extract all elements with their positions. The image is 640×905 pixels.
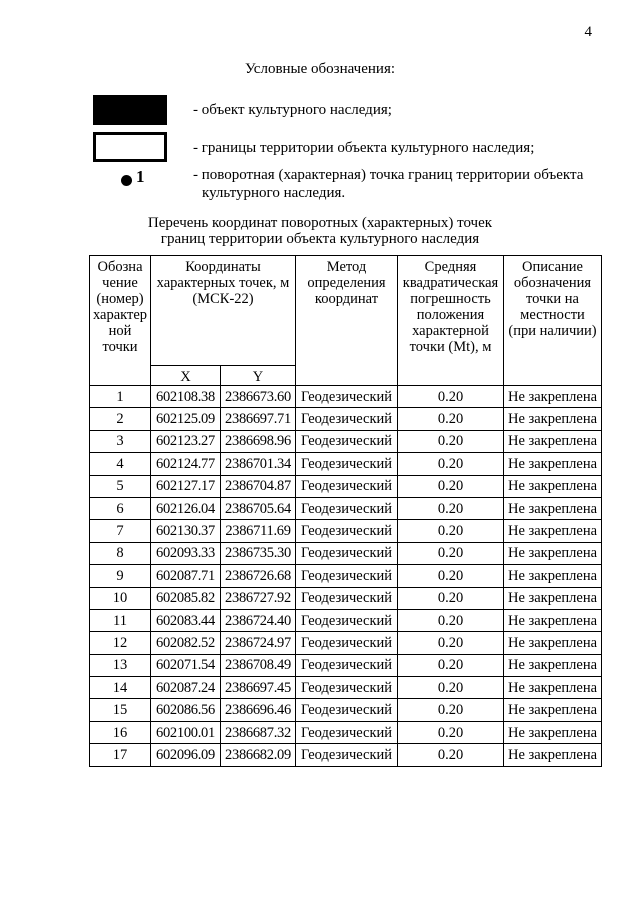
header-line: Описание [522, 259, 583, 275]
cell-y: 2386724.40 [221, 609, 296, 631]
cell-method: Геодезический [296, 386, 398, 408]
cell-number: 11 [90, 609, 151, 631]
header-line: местности [520, 307, 585, 323]
cell-description: Не закреплена [504, 744, 602, 766]
cell-method: Геодезический [296, 565, 398, 587]
cell-error: 0.20 [398, 632, 504, 654]
cell-number: 12 [90, 632, 151, 654]
cell-x: 602123.27 [151, 430, 221, 452]
header-x: X [151, 366, 221, 386]
cell-error: 0.20 [398, 453, 504, 475]
cell-method: Геодезический [296, 744, 398, 766]
cell-method: Геодезический [296, 453, 398, 475]
cell-number: 4 [90, 453, 151, 475]
cell-x: 602100.01 [151, 721, 221, 743]
page-number: 4 [584, 24, 592, 40]
cell-method: Геодезический [296, 430, 398, 452]
header-line: Координаты [185, 259, 261, 275]
cell-description: Не закреплена [504, 475, 602, 497]
cell-description: Не закреплена [504, 609, 602, 631]
cell-x: 602085.82 [151, 587, 221, 609]
cell-x: 602108.38 [151, 386, 221, 408]
cell-description: Не закреплена [504, 386, 602, 408]
header-line: (номер) [96, 291, 144, 307]
cell-x: 602126.04 [151, 497, 221, 519]
cell-error: 0.20 [398, 408, 504, 430]
cell-number: 17 [90, 744, 151, 766]
table-header-row [90, 256, 602, 366]
cell-x: 602124.77 [151, 453, 221, 475]
header-line: точки на [526, 291, 579, 307]
cell-method: Геодезический [296, 497, 398, 519]
header-error [398, 256, 504, 386]
cell-y: 2386735.30 [221, 542, 296, 564]
table-row [90, 475, 602, 497]
cell-number: 14 [90, 677, 151, 699]
cell-description: Не закреплена [504, 721, 602, 743]
cell-error: 0.20 [398, 542, 504, 564]
table-row [90, 408, 602, 430]
header-line: (при наличии) [508, 323, 597, 339]
table-body [90, 386, 602, 767]
cell-y: 2386705.64 [221, 497, 296, 519]
cell-x: 602127.17 [151, 475, 221, 497]
cell-number: 13 [90, 654, 151, 676]
table-row [90, 386, 602, 408]
cell-error: 0.20 [398, 699, 504, 721]
cell-method: Геодезический [296, 542, 398, 564]
legend-text-line: культурного наследия. [202, 185, 346, 201]
legend-item-cultural-object [93, 95, 613, 127]
legend-text [193, 166, 613, 202]
cell-number: 9 [90, 565, 151, 587]
cell-number: 2 [90, 408, 151, 430]
header-line: точки [102, 339, 138, 355]
cell-y: 2386697.45 [221, 677, 296, 699]
cell-error: 0.20 [398, 677, 504, 699]
table-row [90, 565, 602, 587]
table-row [90, 632, 602, 654]
legend-text: - объект культурного наследия; [193, 102, 392, 118]
header-number [90, 256, 151, 386]
header-line: определения [307, 275, 386, 291]
cell-error: 0.20 [398, 475, 504, 497]
cell-method: Геодезический [296, 632, 398, 654]
cell-x: 602083.44 [151, 609, 221, 631]
header-y: Y [221, 366, 296, 386]
table-row [90, 677, 602, 699]
table-row [90, 453, 602, 475]
header-line: характерной [412, 323, 489, 339]
cell-description: Не закреплена [504, 565, 602, 587]
header-line: Обозна [97, 259, 143, 275]
header-line: чение [102, 275, 138, 291]
cell-description: Не закреплена [504, 677, 602, 699]
cell-y: 2386726.68 [221, 565, 296, 587]
cell-error: 0.20 [398, 520, 504, 542]
cell-y: 2386724.97 [221, 632, 296, 654]
header-line: Метод [326, 259, 367, 275]
cell-number: 3 [90, 430, 151, 452]
cell-x: 602096.09 [151, 744, 221, 766]
coordinates-table [89, 255, 602, 767]
cell-method: Геодезический [296, 609, 398, 631]
cell-x: 602071.54 [151, 654, 221, 676]
cell-method: Геодезический [296, 677, 398, 699]
cell-x: 602082.52 [151, 632, 221, 654]
table-title-line: Перечень координат поворотных (характерных) точек [147, 215, 493, 231]
cell-number: 7 [90, 520, 151, 542]
point-dot-icon [121, 175, 132, 186]
cell-y: 2386708.49 [221, 654, 296, 676]
table-row [90, 587, 602, 609]
header-line: квадратическая [402, 275, 499, 291]
header-line: погрешность [410, 291, 491, 307]
cell-description: Не закреплена [504, 408, 602, 430]
table-row [90, 744, 602, 766]
cell-number: 10 [90, 587, 151, 609]
point-marker-label: 1 [136, 167, 145, 186]
cell-method: Геодезический [296, 654, 398, 676]
cell-description: Не закреплена [504, 632, 602, 654]
cell-y: 2386701.34 [221, 453, 296, 475]
table-title [0, 215, 640, 247]
cell-y: 2386704.87 [221, 475, 296, 497]
cell-y: 2386727.92 [221, 587, 296, 609]
cell-method: Геодезический [296, 475, 398, 497]
header-line: (МСК-22) [192, 291, 254, 307]
point-marker-icon [121, 168, 145, 186]
cell-description: Не закреплена [504, 542, 602, 564]
cell-method: Геодезический [296, 699, 398, 721]
cell-x: 602087.71 [151, 565, 221, 587]
cell-x: 602093.33 [151, 542, 221, 564]
header-method [296, 256, 398, 386]
cell-y: 2386711.69 [221, 520, 296, 542]
cell-y: 2386687.32 [221, 721, 296, 743]
cell-number: 16 [90, 721, 151, 743]
legend-title: Условные обозначения: [244, 61, 396, 77]
cell-error: 0.20 [398, 721, 504, 743]
legend-text: - границы территории объекта культурного наследия; [193, 140, 535, 156]
cell-x: 602086.56 [151, 699, 221, 721]
header-line: Средняя [424, 259, 477, 275]
cell-error: 0.20 [398, 497, 504, 519]
legend-item-territory-boundary [93, 132, 613, 164]
cell-y: 2386697.71 [221, 408, 296, 430]
cell-number: 1 [90, 386, 151, 408]
cell-number: 15 [90, 699, 151, 721]
cell-error: 0.20 [398, 587, 504, 609]
cell-error: 0.20 [398, 654, 504, 676]
cell-x: 602125.09 [151, 408, 221, 430]
cell-method: Геодезический [296, 721, 398, 743]
header-line: характер [92, 307, 148, 323]
header-coordinates [151, 256, 296, 366]
table-row [90, 497, 602, 519]
cell-y: 2386673.60 [221, 386, 296, 408]
cell-description: Не закреплена [504, 587, 602, 609]
header-line: обозначения [513, 275, 592, 291]
cell-error: 0.20 [398, 565, 504, 587]
cell-y: 2386698.96 [221, 430, 296, 452]
table-row [90, 520, 602, 542]
cell-x: 602130.37 [151, 520, 221, 542]
header-line: точки (Mt), м [409, 339, 492, 355]
cell-error: 0.20 [398, 430, 504, 452]
legend-item-turning-point [93, 164, 613, 204]
cell-y: 2386682.09 [221, 744, 296, 766]
cell-error: 0.20 [398, 744, 504, 766]
cell-method: Геодезический [296, 520, 398, 542]
header-line: положения [416, 307, 485, 323]
table-row [90, 699, 602, 721]
cell-y: 2386696.46 [221, 699, 296, 721]
cell-description: Не закреплена [504, 430, 602, 452]
cell-description: Не закреплена [504, 453, 602, 475]
table-row [90, 430, 602, 452]
filled-rectangle-icon [93, 95, 167, 125]
cell-number: 6 [90, 497, 151, 519]
header-line: характерных точек, м [156, 275, 290, 291]
outline-rectangle-icon [93, 132, 167, 162]
cell-description: Не закреплена [504, 654, 602, 676]
table-row [90, 542, 602, 564]
table-title-line: границ территории объекта культурного наследия [160, 231, 480, 247]
cell-method: Геодезический [296, 408, 398, 430]
cell-number: 8 [90, 542, 151, 564]
table-row [90, 609, 602, 631]
header-line: ной [108, 323, 132, 339]
header-description [504, 256, 602, 386]
legend-text-line: - поворотная (характерная) точка границ территории объекта [193, 167, 584, 183]
cell-description: Не закреплена [504, 699, 602, 721]
cell-method: Геодезический [296, 587, 398, 609]
cell-x: 602087.24 [151, 677, 221, 699]
cell-error: 0.20 [398, 609, 504, 631]
cell-description: Не закреплена [504, 497, 602, 519]
cell-number: 5 [90, 475, 151, 497]
table-row [90, 654, 602, 676]
cell-error: 0.20 [398, 386, 504, 408]
cell-description: Не закреплена [504, 520, 602, 542]
header-line: координат [314, 291, 379, 307]
table-row [90, 721, 602, 743]
